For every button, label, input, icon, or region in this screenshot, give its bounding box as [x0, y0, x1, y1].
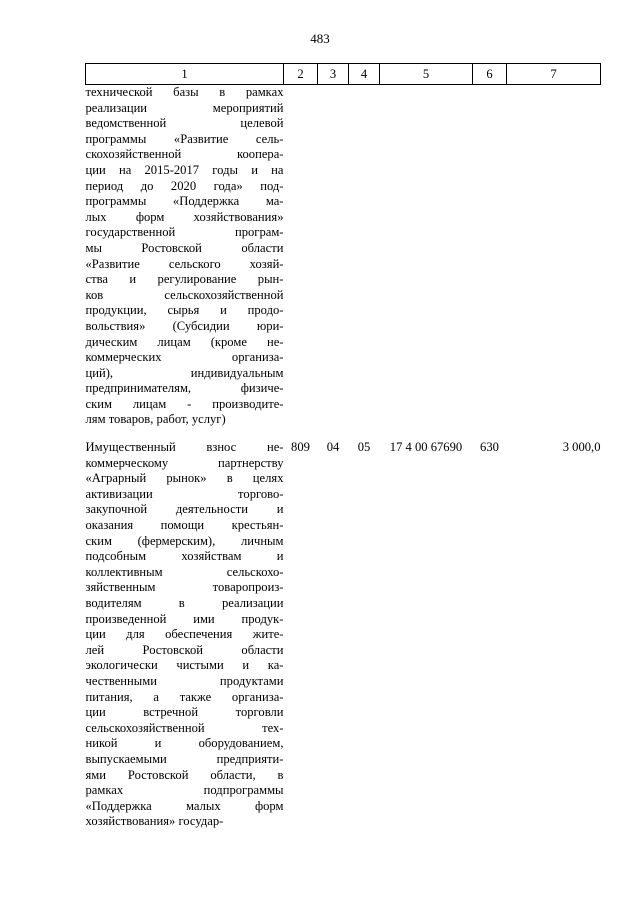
description-line: коллективным сельскохо-	[85, 564, 284, 579]
description-line: лых форм хозяйствования»	[85, 209, 284, 224]
row-description	[86, 85, 284, 429]
description-line: Имущественный взнос не-	[85, 440, 284, 455]
table-row	[86, 85, 601, 429]
description-line: продукции, сырья и продо-	[85, 303, 284, 318]
description-line: лей Ростовской области	[85, 642, 284, 657]
description-line: государственной програм-	[85, 225, 284, 240]
row-ministry-code	[284, 85, 318, 429]
page-number: 483	[310, 31, 330, 46]
description-line: программы «Поддержка ма-	[85, 194, 284, 209]
row-target-article: 17 4 00 67690	[389, 440, 463, 455]
description-line: зяйственным товаропроиз-	[85, 580, 284, 595]
description-line: экологически чистыми и ка-	[85, 658, 284, 673]
description-line: технической базы в рамках	[85, 85, 284, 99]
row-amount	[507, 85, 601, 429]
header-cell-5: 5	[380, 64, 473, 85]
description-line: выпускаемыми предприяти-	[85, 751, 284, 766]
row-expense-type	[473, 85, 507, 429]
description-line: произведенной ими продук-	[85, 611, 284, 626]
row-description	[86, 428, 284, 830]
header-cell-2: 2	[284, 64, 318, 85]
description-line: рамках подпрограммы	[85, 783, 284, 798]
description-line: ции встречной торговли	[85, 705, 284, 720]
description-line: ций), индивидуальным	[85, 365, 284, 380]
row-section-code: 04	[326, 440, 340, 455]
header-cell-1: 1	[86, 64, 284, 85]
description-line: «Аграрный рынок» в целях	[85, 471, 284, 486]
description-line: «Развитие сельского хозяй-	[85, 256, 284, 271]
description-line: вольствия» (Субсидии юри-	[85, 318, 284, 333]
description-line: предпринимателям, физиче-	[85, 381, 284, 396]
budget-table	[85, 63, 601, 830]
row-ministry-code: 809	[291, 440, 310, 455]
description-line: реализации мероприятий	[85, 100, 284, 115]
description-line: оказания помощи крестьян-	[85, 518, 284, 533]
description-line: ства и регулирование рын-	[85, 272, 284, 287]
header-cell-3: 3	[318, 64, 349, 85]
description-line: ции для обеспечения жите-	[85, 627, 284, 642]
description-line: чественными продуктами	[85, 673, 284, 688]
description-line: скохозяйственной коопера-	[85, 147, 284, 162]
description-line: ции на 2015-2017 годы и на	[85, 162, 284, 177]
description-line: мы Ростовской области	[85, 240, 284, 255]
description-line: ями Ростовской области, в	[85, 767, 284, 782]
description-line: ков сельскохозяйственной	[85, 287, 284, 302]
description-line: лям товаров, работ, услуг)	[85, 412, 226, 427]
description-line: активизации торгово-	[85, 486, 284, 501]
row-section-code	[318, 85, 349, 429]
row-target-article	[380, 85, 473, 429]
description-line: никой и оборудованием,	[85, 736, 284, 751]
row-expense-type: 630	[480, 440, 499, 455]
description-line: водителям в реализации	[85, 596, 284, 610]
table-row	[86, 428, 601, 830]
header-cell-7: 7	[507, 64, 601, 85]
row-subsection-code	[349, 85, 380, 429]
description-line: закупочной деятельности и	[85, 502, 284, 517]
row-amount: 3 000,0	[562, 440, 601, 455]
description-line: «Поддержка малых форм	[85, 798, 284, 813]
table-header-row	[86, 64, 601, 85]
description-line: ским лицам - производите-	[85, 396, 284, 411]
description-line: дическим лицам (кроме не-	[85, 334, 284, 349]
header-cell-4: 4	[349, 64, 380, 85]
description-line: ведомственной целевой	[85, 116, 284, 131]
description-line: коммерческому партнерству	[85, 455, 284, 470]
description-line: период до 2020 года» под-	[85, 178, 284, 193]
header-cell-6: 6	[473, 64, 507, 85]
description-line: питания, а также организа-	[85, 689, 284, 704]
description-line: хозяйствования» государ-	[85, 814, 224, 829]
description-line: коммерческих организа-	[85, 350, 284, 365]
description-line: подсобным хозяйствам и	[85, 549, 284, 564]
description-line: ским (фермерским), личным	[85, 533, 284, 548]
description-line: программы «Развитие сель-	[85, 131, 284, 146]
description-line: сельскохозяйственной тех-	[85, 720, 284, 735]
row-subsection-code: 05	[357, 440, 371, 455]
